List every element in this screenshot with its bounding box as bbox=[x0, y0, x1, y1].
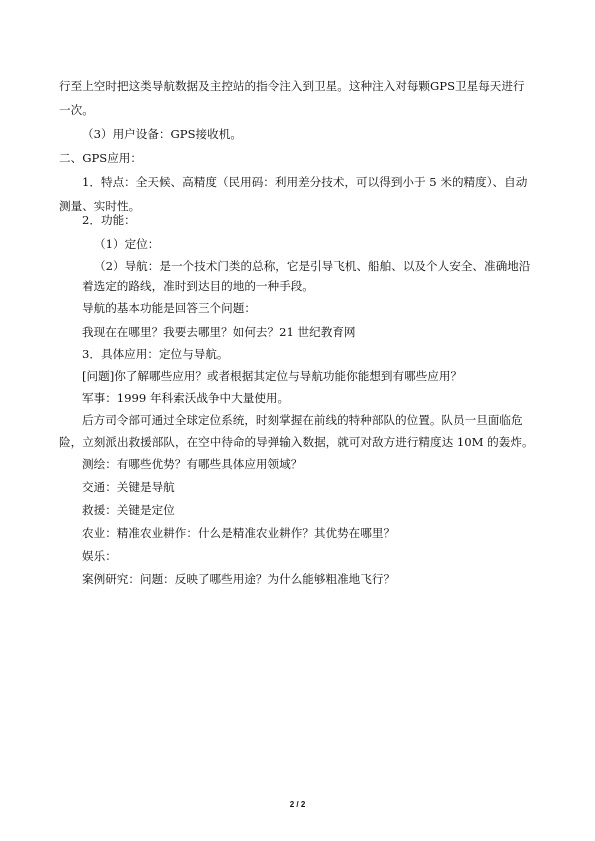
text-line: 着选定的路线，准时到达目的地的一种手段。 bbox=[82, 279, 314, 293]
text-line: 农业：精准农业耕作：什么是精准农业耕作？其优势在哪里？ bbox=[82, 526, 396, 540]
text-line: 案例研究：问题：反映了哪些用途？为什么能够粗准地飞行？ bbox=[82, 572, 396, 586]
text-line: （2）导航：是一个技术门类的总称，它是引导飞机、船舶、以及个人安全、准确地沿 bbox=[94, 259, 531, 273]
text-line: 1．特点：全天候、高精度（民用码：利用差分技术，可以得到小于 5 米的精度）、自动 bbox=[82, 175, 528, 189]
text-line: 交通：关键是导航 bbox=[82, 480, 175, 494]
text-line: 娱乐： bbox=[82, 549, 117, 563]
text-line: 后方司令部可通过全球定位系统，时刻掌握在前线的特种部队的位置。队员一旦面临危 bbox=[82, 413, 523, 427]
text-line: 二、GPS应用： bbox=[59, 151, 142, 165]
text-line: （3）用户设备：GPS接收机。 bbox=[82, 127, 242, 141]
page-number: 2 / 2 bbox=[289, 800, 306, 809]
text-line: 一次。 bbox=[59, 103, 94, 117]
text-line: 导航的基本功能是回答三个问题： bbox=[82, 301, 256, 315]
text-line: 测量、实时性。 bbox=[59, 199, 141, 213]
text-line: [问题]你了解哪些应用？或者根据其定位与导航功能你能想到有哪些应用？ bbox=[82, 369, 463, 383]
text-line: 救援：关键是定位 bbox=[82, 503, 175, 517]
text-line: （1）定位： bbox=[94, 237, 160, 251]
text-line: 险，立刻派出救援部队，在空中待命的导弹输入数据，就可对敌方进行精度达 10M 的轰炸。 bbox=[59, 435, 534, 449]
text-line: 军事：1999 年科索沃战争中大量使用。 bbox=[82, 391, 290, 405]
text-line: 2．功能： bbox=[82, 213, 136, 227]
text-line: 行至上空时把这类导航数据及主控站的指令注入到卫星。这种注入对每颗GPS卫星每天进行 bbox=[59, 79, 525, 93]
text-line: 我现在在哪里？我要去哪里？如何去？21 世纪教育网 bbox=[82, 325, 356, 339]
text-line: 3．具体应用：定位与导航。 bbox=[82, 347, 229, 361]
text-line: 测绘：有哪些优势？有哪些具体应用领域？ bbox=[82, 457, 303, 471]
